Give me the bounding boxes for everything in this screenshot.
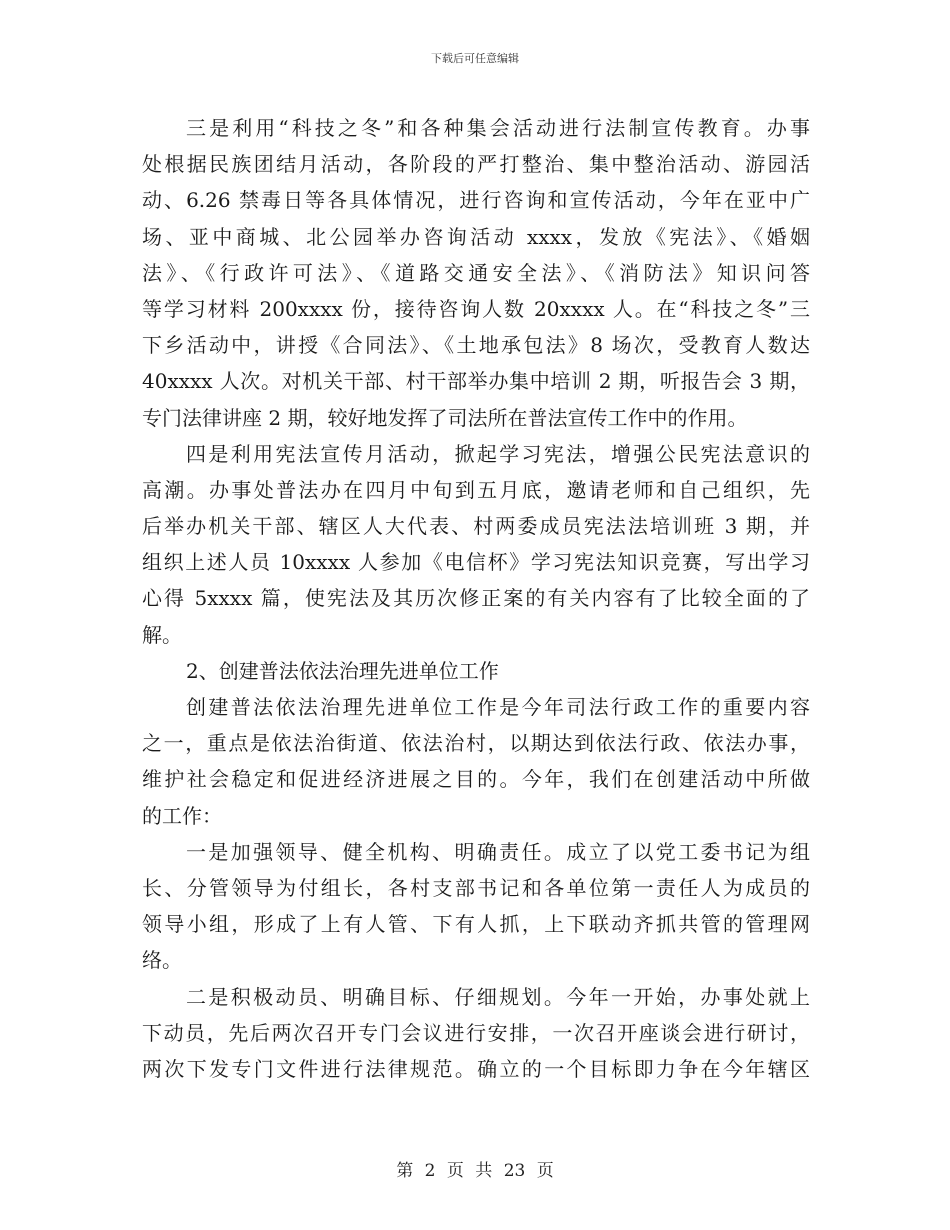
text-line: 后举办机关干部、辖区人大代表、村两委成员宪法法培训班 3 期，并 [142,514,810,539]
paragraph [142,689,810,834]
text-line: 四是利用宪法宣传月活动，掀起学习宪法，增强公民宪法意识的 [186,441,810,466]
text-line: 三是利用“科技之冬”和各种集会活动进行法制宣传教育。办事 [186,116,810,140]
text-line: 场、亚中商城、北公园举办咨询活动 xxxx，发放《宪法》、《婚姻 [142,224,810,249]
text-line: 组织上述人员 10xxxx 人参加《电信杯》学习宪法知识竞赛，写出学习 [142,550,810,575]
text-line: 动、6.26 禁毒日等各具体情况，进行咨询和宣传活动，今年在亚中广 [142,188,810,213]
text-line: 维护社会稳定和促进经济进展之目的。今年，我们在创建活动中所做 [142,767,810,792]
page-footer: 第 2 页 共 23 页 [396,1161,554,1181]
text-line: 络。 [142,948,182,973]
text-line: 高潮。办事处普法办在四月中旬到五月底，邀请老师和自己组织，先 [142,477,810,502]
page-header: 下载后可任意编辑 [431,52,519,65]
text-line: 下动员，先后两次召开专门会议进行安排，一次召开座谈会进行研讨， [142,1020,810,1045]
text-line: 心得 5xxxx 篇，使宪法及其历次修正案的有关内容有了比较全面的了 [142,586,810,611]
document-body [142,110,810,1087]
text-line: 创建普法依法治理先进单位工作是今年司法行政工作的重要内容 [186,695,810,719]
text-line: 一是加强领导、健全机构、明确责任。成立了以党工委书记为组 [186,839,810,864]
paragraph [142,979,810,1088]
text-line: 下乡活动中，讲授《合同法》、《土地承包法》8 场次，受教育人数达 [142,333,810,358]
text-line: 二是积极动员、明确目标、仔细规划。今年一开始，办事处就上 [186,984,810,1009]
text-line: 等学习材料 200xxxx 份，接待咨询人数 20xxxx 人。在“科技之冬”三 [142,296,810,321]
paragraph [142,110,810,436]
text-line: 专门法律讲座 2 期，较好地发挥了司法所在普法宣传工作中的作用。 [142,405,748,430]
text-line: 领导小组，形成了上有人管、下有人抓，上下联动齐抓共管的管理网 [142,912,810,937]
text-line: 两次下发专门文件进行法律规范。确立的一个目标即力争在今年辖区 [142,1056,810,1081]
paragraph [142,653,810,689]
text-line: 法》、《行政许可法》、《道路交通安全法》、《消防法》知识问答 [142,260,810,285]
text-line: 2、创建普法依法治理先进单位工作 [186,658,499,683]
text-line: 之一，重点是依法治街道、依法治村，以期达到依法行政、依法办事， [142,731,810,756]
paragraph [142,834,810,979]
text-line: 处根据民族团结月活动，各阶段的严打整治、集中整治活动、游园活 [142,152,810,177]
paragraph [142,436,810,653]
text-line: 长、分管领导为付组长，各村支部书记和各单位第一责任人为成员的 [142,875,810,900]
text-line: 40xxxx 人次。对机关干部、村干部举办集中培训 2 期，听报告会 3 期， [142,369,810,394]
text-line: 解。 [142,622,182,647]
text-line: 的工作： [142,803,222,828]
